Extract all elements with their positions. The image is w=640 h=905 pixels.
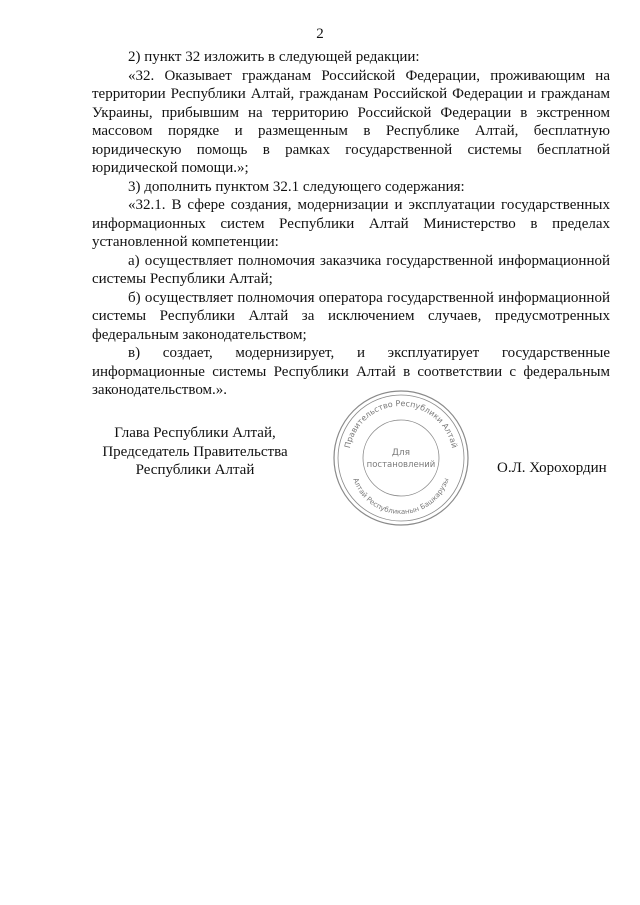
seal-outer-text: Правительство Республики Алтай xyxy=(342,398,460,449)
seal-center-line2: постановлений xyxy=(366,460,436,470)
signatory-title xyxy=(90,424,300,480)
paragraph-item-3-intro: 3) дополнить пунктом 32.1 следующего содержания: xyxy=(128,178,465,195)
paragraph-subitem-b: б) осуществляет полномочия оператора государственной информационной системы Республики Алтай за исключением случаев, предусмотренных федеральным законодательством; xyxy=(92,289,610,343)
signatory-name: О.Л. Хорохордин xyxy=(497,460,607,476)
seal-center-ring xyxy=(363,420,439,496)
document-body xyxy=(92,48,610,400)
official-seal xyxy=(331,388,471,528)
signatory-title-line: Глава Республики Алтай, xyxy=(114,425,276,441)
paragraph-subitem-v: в) создает, модернизирует, и эксплуатирует государственные информационные системы Республики Алтай в соответствии с федеральным законодательством.». xyxy=(92,345,610,398)
paragraph-clause-32: «32. Оказывает гражданам Российской Федерации, проживающим на территории Республики Алтай, гражданам Российской Федерации и гражданам Украины, прибывшим на территорию Российской Федерации в экстренном массовом порядке и размещенным в Республике Алтай, бесплатную юридическую помощь в рамках государственной системы бесплатной юридической помощи.»; xyxy=(92,67,610,176)
seal-inner-ring xyxy=(338,395,464,521)
seal-center-line1: Для xyxy=(391,448,411,458)
page-number: 2 xyxy=(316,26,324,42)
signatory-title-line: Председатель Правительства xyxy=(102,443,288,460)
paragraph-item-2-intro: 2) пункт 32 изложить в следующей редакции: xyxy=(128,49,420,65)
paragraph-clause-32-1: «32.1. В сфере создания, модернизации и эксплуатации государственных информационных систем Республики Алтай Министерство в пределах установленной компетенции: xyxy=(92,197,610,250)
seal-lower-text: Алтай Республиканын Башкарузы xyxy=(351,476,451,517)
paragraph-subitem-a: а) осуществляет полномочия заказчика государственной информационной системы Республики Алтай; xyxy=(92,252,610,287)
seal-outer-ring xyxy=(334,391,468,525)
signatory-title-line: Республики Алтай xyxy=(135,462,255,478)
